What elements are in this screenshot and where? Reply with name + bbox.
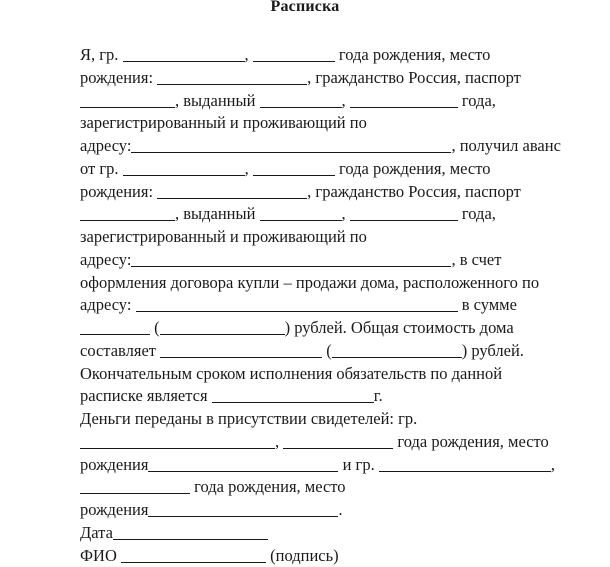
line-text: , — [275, 432, 283, 451]
line-text: года рождения, место — [190, 477, 346, 496]
document-line — [80, 476, 600, 499]
line-text: , — [245, 45, 253, 64]
line-text: адресу: — [80, 250, 131, 269]
line-text: ) рублей. Общая стоимость дома — [285, 318, 514, 337]
line-text: адресу: — [80, 136, 131, 155]
line-text: Я, гр. — [80, 45, 123, 64]
line-text: года рождения, место — [335, 159, 491, 178]
document-line — [80, 226, 600, 249]
line-text: рождения: — [80, 182, 157, 201]
blank-field — [80, 205, 175, 221]
line-text: Дата — [80, 523, 113, 542]
blank-field — [80, 92, 175, 108]
document-line — [80, 135, 600, 158]
blank-field — [283, 433, 393, 449]
document-line — [80, 431, 600, 454]
line-text: Окончательным сроком исполнения обязательств по данной — [80, 364, 502, 383]
line-text: рождения — [80, 500, 148, 519]
document-line — [80, 272, 600, 295]
blank-field — [148, 456, 338, 472]
blank-field — [160, 342, 322, 358]
line-text: рождения — [80, 455, 148, 474]
document-line — [80, 112, 600, 135]
line-text: (подпись) — [266, 546, 339, 565]
blank-field — [123, 160, 245, 176]
blank-field — [260, 205, 342, 221]
line-text: оформления договора купли – продажи дома, расположенного по — [80, 273, 539, 292]
document-line — [80, 67, 600, 90]
blank-field — [113, 524, 268, 540]
document-line — [80, 249, 600, 272]
document-line — [80, 44, 600, 67]
document-line — [80, 363, 600, 386]
line-text: адресу: — [80, 295, 136, 314]
blank-field — [157, 183, 307, 199]
line-text: ФИО — [80, 546, 121, 565]
line-text: зарегистрированный и проживающий по — [80, 227, 367, 246]
line-text: зарегистрированный и проживающий по — [80, 113, 367, 132]
document-line — [80, 340, 600, 363]
line-text: от гр. — [80, 159, 123, 178]
line-text: года, — [458, 91, 496, 110]
blank-field — [260, 92, 342, 108]
line-text: , — [342, 204, 350, 223]
line-text: , — [342, 91, 350, 110]
document-line — [80, 545, 600, 567]
document-title: Расписка — [0, 0, 610, 16]
line-text: ( — [150, 318, 160, 337]
line-text: и гр. — [338, 455, 378, 474]
line-text: ( — [322, 341, 332, 360]
blank-field — [379, 456, 551, 472]
document-line — [80, 522, 600, 545]
document-line — [80, 499, 600, 522]
document-line — [80, 203, 600, 226]
blank-field — [148, 501, 338, 517]
blank-field — [80, 478, 190, 494]
line-text: , — [245, 159, 253, 178]
receipt-body — [80, 44, 600, 567]
line-text: года рождения, место — [393, 432, 549, 451]
blank-field — [253, 46, 335, 62]
document-line — [80, 408, 600, 431]
document-line — [80, 294, 600, 317]
blank-field — [157, 69, 307, 85]
blank-field — [80, 433, 275, 449]
document-line — [80, 181, 600, 204]
document-line — [80, 158, 600, 181]
document-line — [80, 90, 600, 113]
blank-field — [121, 547, 266, 563]
blank-field — [136, 296, 458, 312]
blank-field — [212, 387, 374, 403]
blank-field — [253, 160, 335, 176]
line-text: в сумме — [458, 295, 517, 314]
line-text: , выданный — [175, 91, 260, 110]
document-line — [80, 454, 600, 477]
line-text: года рождения, место — [335, 45, 491, 64]
line-text: расписке является — [80, 386, 212, 405]
line-text: Деньги переданы в присутствии свидетелей: гр. — [80, 409, 417, 428]
blank-field — [350, 205, 458, 221]
line-text: составляет — [80, 341, 160, 360]
line-text: г. — [374, 386, 383, 405]
line-text: , гражданство Россия, паспорт — [307, 182, 521, 201]
blank-field — [332, 342, 462, 358]
line-text: , в счет — [451, 250, 501, 269]
line-text: , — [551, 455, 555, 474]
line-text: года, — [458, 204, 496, 223]
blank-field — [123, 46, 245, 62]
document-line — [80, 317, 600, 340]
line-text: ) рублей. — [462, 341, 524, 360]
document-line — [80, 385, 600, 408]
line-text: рождения: — [80, 68, 157, 87]
line-text: , гражданство Россия, паспорт — [307, 68, 521, 87]
blank-field — [131, 137, 451, 153]
line-text: , выданный — [175, 204, 260, 223]
blank-field — [350, 92, 458, 108]
blank-field — [160, 319, 285, 335]
blank-field — [131, 251, 451, 267]
line-text: , получил аванс — [451, 136, 560, 155]
blank-field — [80, 319, 150, 335]
line-text: . — [338, 500, 342, 519]
